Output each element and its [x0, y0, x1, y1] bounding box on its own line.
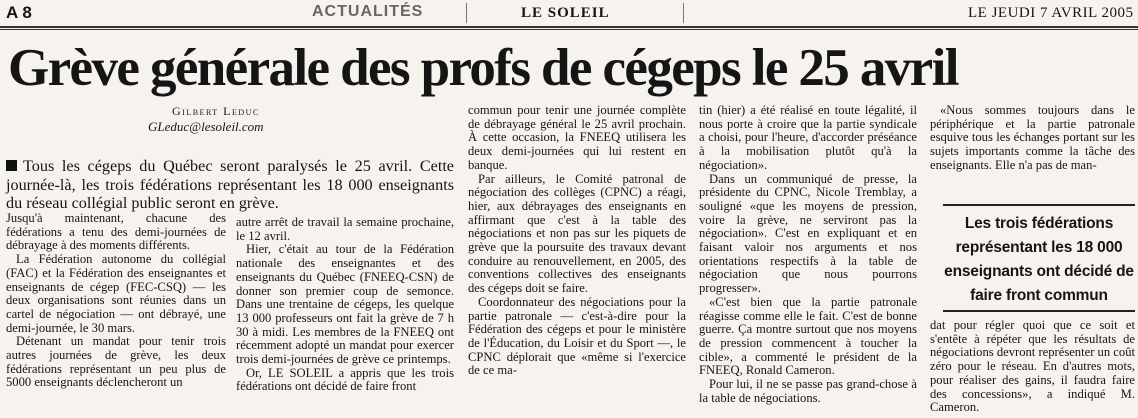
- paragraph: Jusqu'à maintenant, chacune des fédérations a tenu des demi-journées de débrayage à des moments différents.: [6, 211, 226, 253]
- issue-date: LE JEUDI 7 AVRIL 2005: [968, 5, 1134, 21]
- header-divider: [466, 3, 467, 23]
- paragraph: Hier, c'était au tour de la Fédération nationale des enseignantes et des enseignants du Québec (FNEEQ-CSN) de donner son premier coup de semonce. Dans une trentaine de cégeps, les quelque 13 000 professeurs ont fait la grève de 7 h 30 à midi. Les membres de la FNEEQ ont récemment adopté un mandat pour exercer trois demi-journées de grève ce printemps.: [236, 242, 454, 367]
- lede-text: Tous les cégeps du Québec seront paralysés le 25 avril. Cette journée-là, les trois fédérations représentant les 18 000 enseignants du réseau collégial public seront en grève.: [6, 157, 454, 212]
- page-number: A 8: [6, 3, 32, 22]
- page-header: [0, 0, 1138, 26]
- article-column-3: [468, 104, 686, 378]
- article-column-4: [699, 104, 917, 405]
- paragraph: Coordonnateur des négociations pour la partie patronale — c'est-à-dire pour la Fédération des cégeps et pour le ministère de l'Éducation, du Loisir et du Sport —, le CPNC déplorait que «même si l'exercice de ce ma-: [468, 294, 686, 378]
- pull-quote-rule: [943, 310, 1135, 312]
- header-divider: [683, 3, 684, 23]
- article-column-5-bottom: [930, 319, 1135, 415]
- article-column-1: [6, 212, 226, 390]
- square-bullet-icon: [6, 160, 17, 171]
- paragraph: autre arrêt de travail la semaine prochaine, le 12 avril.: [236, 215, 454, 243]
- byline-email: GLeduc@lesoleil.com: [148, 119, 264, 134]
- pull-quote-text: Les trois fédérations représentant les 18 000 enseignants ont décidé de faire front commun: [944, 215, 1134, 304]
- paragraph: Or, LE SOLEIL a appris que les trois fédérations ont décidé de faire front: [236, 365, 454, 394]
- byline-author: Gilbert Leduc: [172, 104, 260, 118]
- paragraph: La Fédération autonome du collégial (FAC) et la Fédération des enseignantes et enseignants de cégep (FEC-CSQ) — les deux organisations sont réunies dans un cartel de négociation — ont débrayé, une demi-journée, le 30 mars.: [6, 252, 226, 335]
- lede-paragraph: [6, 157, 454, 213]
- newspaper-name: LE SOLEIL: [521, 5, 610, 21]
- paragraph: «C'est bien que la partie patronale réagisse comme elle le fait. C'est de bonne guerre. Ça montre surtout que nos moyens de pression commencent à toucher la cible», a commenté le président de la FNEEQ, Ronald Cameron.: [699, 294, 917, 378]
- paragraph: commun pour tenir une journée complète de débrayage général le 25 avril prochain. À cette occasion, la FNEEQ utilisera les deux demi-journées qui lui restent en banque.: [468, 103, 686, 172]
- paragraph: dat pour régler quoi que ce soit et s'entête à répéter que les résultats de négociations devront représenter un coût zéro pour le réseau. En d'autres mots, pour réaliser des gains, il faudra faire des concessions», a indiqué M. Cameron.: [930, 318, 1135, 415]
- pull-quote-rule: [943, 204, 1135, 206]
- header-rule: [0, 26, 1138, 28]
- section-name: ACTUALITÉS: [312, 3, 424, 20]
- paragraph: Dans un communiqué de presse, la présidente du CPNC, Nicole Tremblay, a souligné «que les moyens de pression, voire la grève, ne serviront pas la négociation». C'est en expliquant et en faisant valoir nos arguments et nos orientations respectifs à la table de négociation que nous pourrons progresser».: [699, 171, 917, 296]
- paragraph: Par ailleurs, le Comité patronal de négociation des collèges (CPNC) a réagi, hier, aux débrayages des enseignants en affirmant que c'est à la table des négociations et non pas sur les piquets de grève que la poursuite des travaux devant conduire au renouvellement, en 2005, des conventions collectives des enseignants des cégeps doit se faire.: [468, 171, 686, 296]
- paragraph: «Nous sommes toujours dans le périphérique et la partie patronale esquive tous les échanges portant sur les sujets importants comme la tâche des enseignants. Elle n'a pas de man-: [930, 103, 1135, 172]
- article-column-5-top: [930, 104, 1135, 173]
- paragraph: Détenant un mandat pour tenir trois autres journées de grève, les deux fédérations représentant un peu plus de 5000 enseignants déclencheront un: [6, 334, 226, 390]
- header-rule-thin: [0, 29, 1138, 30]
- article-column-2: [236, 216, 454, 394]
- paragraph: Pour lui, il ne se passe pas grand-chose à la table de négociations.: [699, 377, 917, 405]
- paragraph: tin (hier) a été réalisé en toute légalité, il nous porte à croire que la partie syndicale a choisi, pour l'heure, d'accorder préséance à la mobilisation plutôt qu'à la négociation».: [699, 103, 917, 172]
- headline: Grève générale des profs de cégeps le 25 avril: [8, 39, 958, 97]
